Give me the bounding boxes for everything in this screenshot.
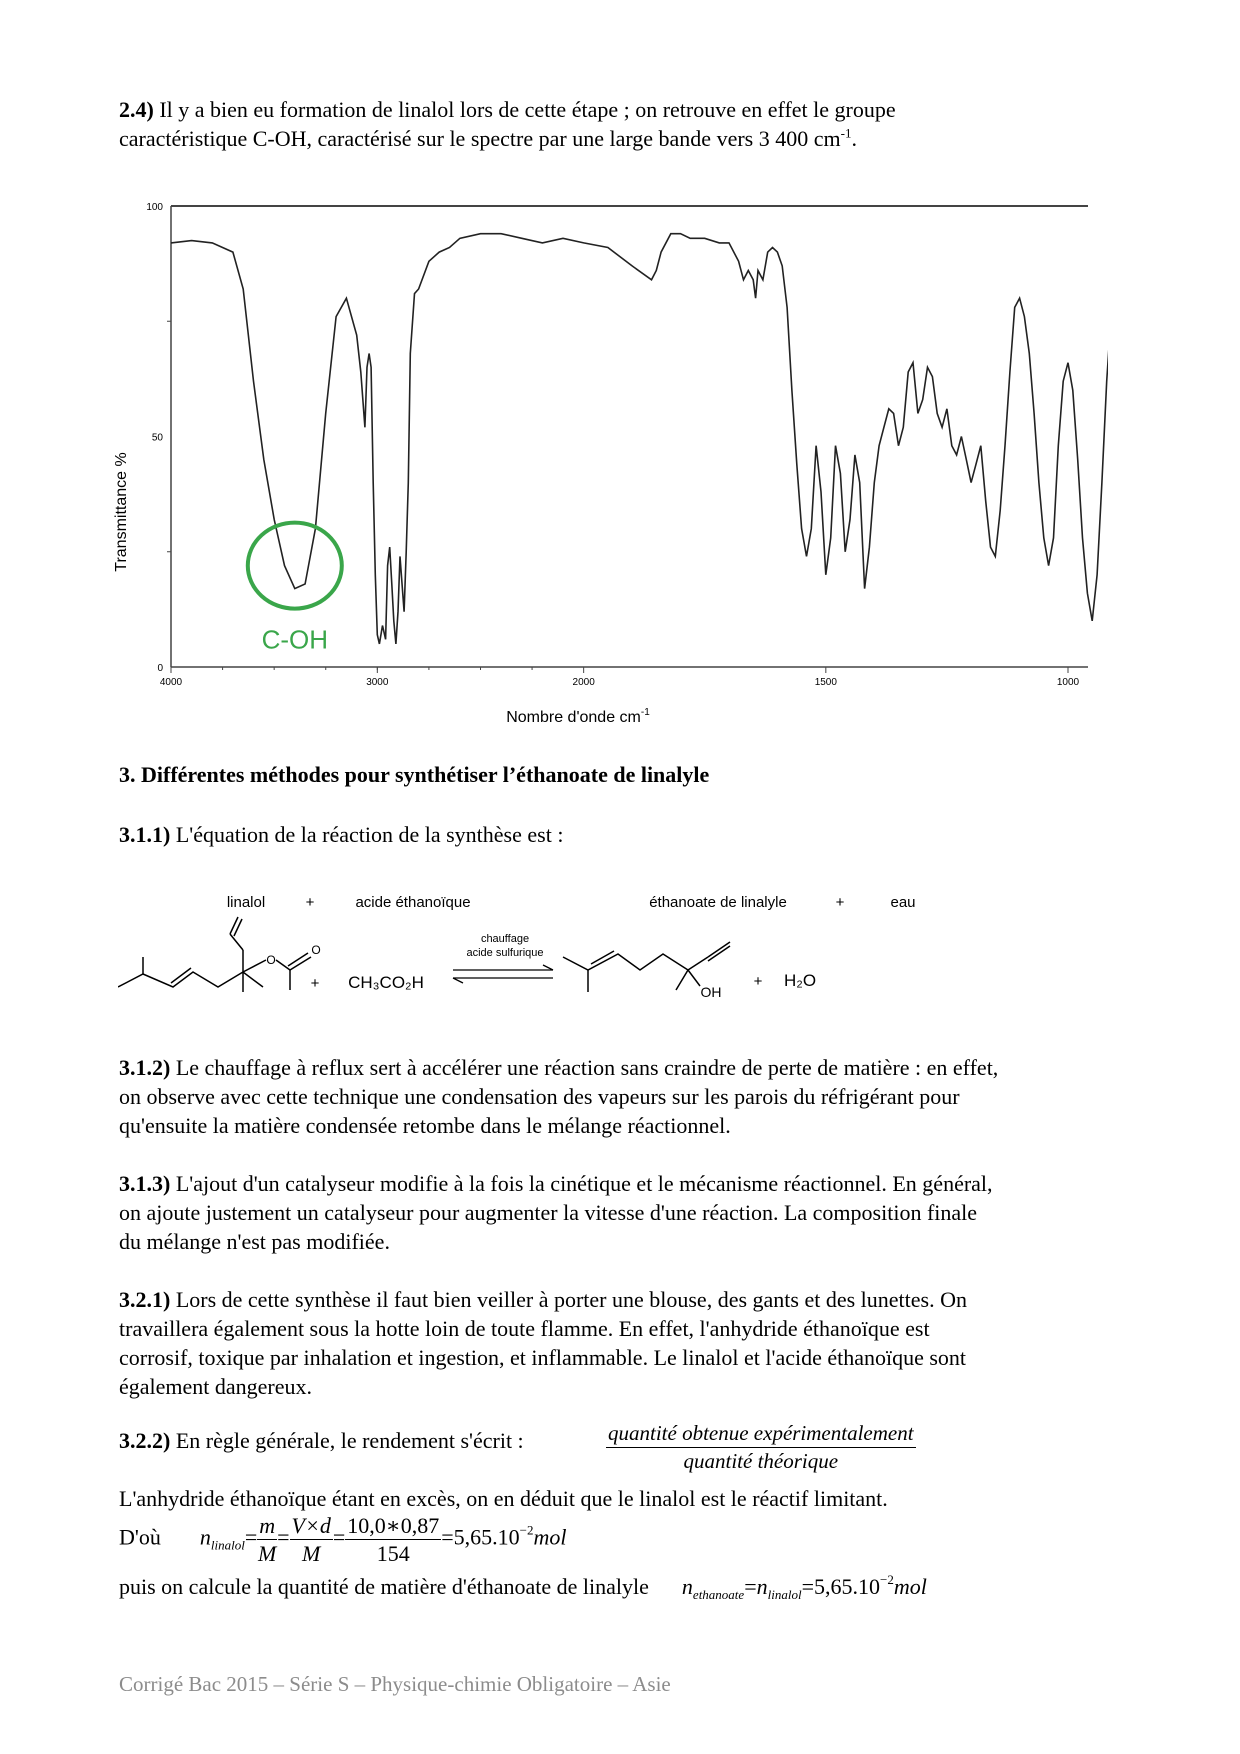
y-tick-label: 50 (151, 432, 163, 444)
label-acid: acide éthanoïque (355, 894, 471, 911)
paragraph-3-1-3: 3.1.3) L'ajout d'un catalyseur modifie à la fois la cinétique et le mécanisme réactionnel. En général, on ajoute justement un catalyseur pour augmenter la vitesse d'une réaction. La composition finale du mélange n'est pas modifiée. (119, 1171, 993, 1254)
paragraph-3-1-1: 3.1.1) L'équation de la réaction de la synthèse est : (119, 822, 564, 847)
x-tick-label: 4000 (159, 677, 183, 688)
y-tick-label: 0 (157, 663, 163, 674)
equilibrium-arrows (453, 965, 553, 983)
yield-fraction: $\frac{\text{quantité obtenue expérimentalement}}{\text{quantité théorique}}$ (608, 1421, 914, 1473)
paragraph-3-2-1: 3.2.1) Lors de cette synthèse il faut bien veiller à porter une blouse, des gants et des lunettes. On travaillera également sous la hotte loin de toute flamme. En effet, l'anhydride éthanoïque est corrosif, toxique par inhalation et ingestion, et inflammable. Le linalol et l'acide éthanoïque sont également dangereux. (119, 1287, 967, 1399)
linalol-quantity-equation: D'où $n_{linalol}=$ $\frac{m}{M}$ = $\frac{V\times d}{M}$ = $\frac{10,0∗0,87}{154}$ $=5,65.10^{-2}mol$ (119, 1513, 567, 1566)
label-ester: éthanoate de linalyle (649, 894, 787, 911)
limiting-reagent-sentence: L'anhydride éthanoïque étant en excès, on en déduit que le linalol est le réactif limitant. (119, 1486, 888, 1511)
coh-annotation: C-OH (261, 624, 329, 655)
ester-skeleton (118, 917, 311, 992)
x-tick-label: 1500 (814, 677, 837, 688)
y-axis-label: Transmittance % (113, 452, 130, 572)
ethanoate-quantity-sentence: puis on calcule la quantité de matière d'éthanoate de linalyle $n_{ethanoate}=n_{linalol}=5,65.10^{-2}mol$ (119, 1572, 927, 1602)
spectrum-line (171, 234, 1108, 644)
yield-definition: 3.2.2) En règle générale, le rendement s'écrit : (119, 1428, 524, 1453)
coh-highlight-circle (248, 523, 342, 609)
plus-sign: + (835, 894, 845, 911)
plus-sign: + (753, 973, 763, 990)
x-tick-label: 3000 (366, 677, 389, 688)
chart-ticks (146, 202, 1079, 688)
page-footer: Corrigé Bac 2015 – Série S – Physique-chimie Obligatoire – Asie (119, 1672, 671, 1696)
water-formula: H₂O (783, 971, 817, 990)
x-tick-label: 2000 (572, 677, 595, 688)
label-water: eau (890, 894, 916, 911)
paragraph-3-1-2: 3.1.2) Le chauffage à reflux sert à accélérer une réaction sans craindre de perte de matière : en effet, on observe avec cette technique une condensation des vapeurs sur les parois du réfrigérant pour qu'ensuite la matière condensée retombe dans le mélange réactionnel. (119, 1055, 999, 1138)
acid-formula: CH₃CO₂H (348, 973, 424, 992)
oxygen-label: O (266, 953, 276, 967)
y-tick-label: 100 (146, 202, 163, 213)
paragraph-2-4: 2.4) Il y a bien eu formation de linalol lors de cette étape ; on retrouve en effet le groupe caractéristique C-OH, caractérisé sur le spectre par une large bande vers 3 400 $cm^{-1}$. (119, 97, 896, 151)
condition-heating: chauffage (480, 933, 530, 945)
plus-sign: + (305, 894, 315, 911)
plus-sign: + (310, 975, 320, 992)
x-tick-label: 1000 (1056, 677, 1080, 688)
ir-spectrum-chart (108, 192, 1108, 732)
section-3-heading: 3. Différentes méthodes pour synthétiser l’éthanoate de linalyle (119, 762, 710, 787)
reaction-scheme (118, 862, 958, 1012)
x-axis-label: Nombre d'onde $cm^{-1}$ (506, 707, 650, 726)
oxygen-label: O (311, 943, 321, 957)
condition-acid: acide sulfurique (466, 947, 544, 959)
label-linalol: linalol (226, 894, 266, 911)
section-number: 2.4) (119, 97, 154, 122)
hydroxyl-label: OH (700, 984, 722, 1000)
